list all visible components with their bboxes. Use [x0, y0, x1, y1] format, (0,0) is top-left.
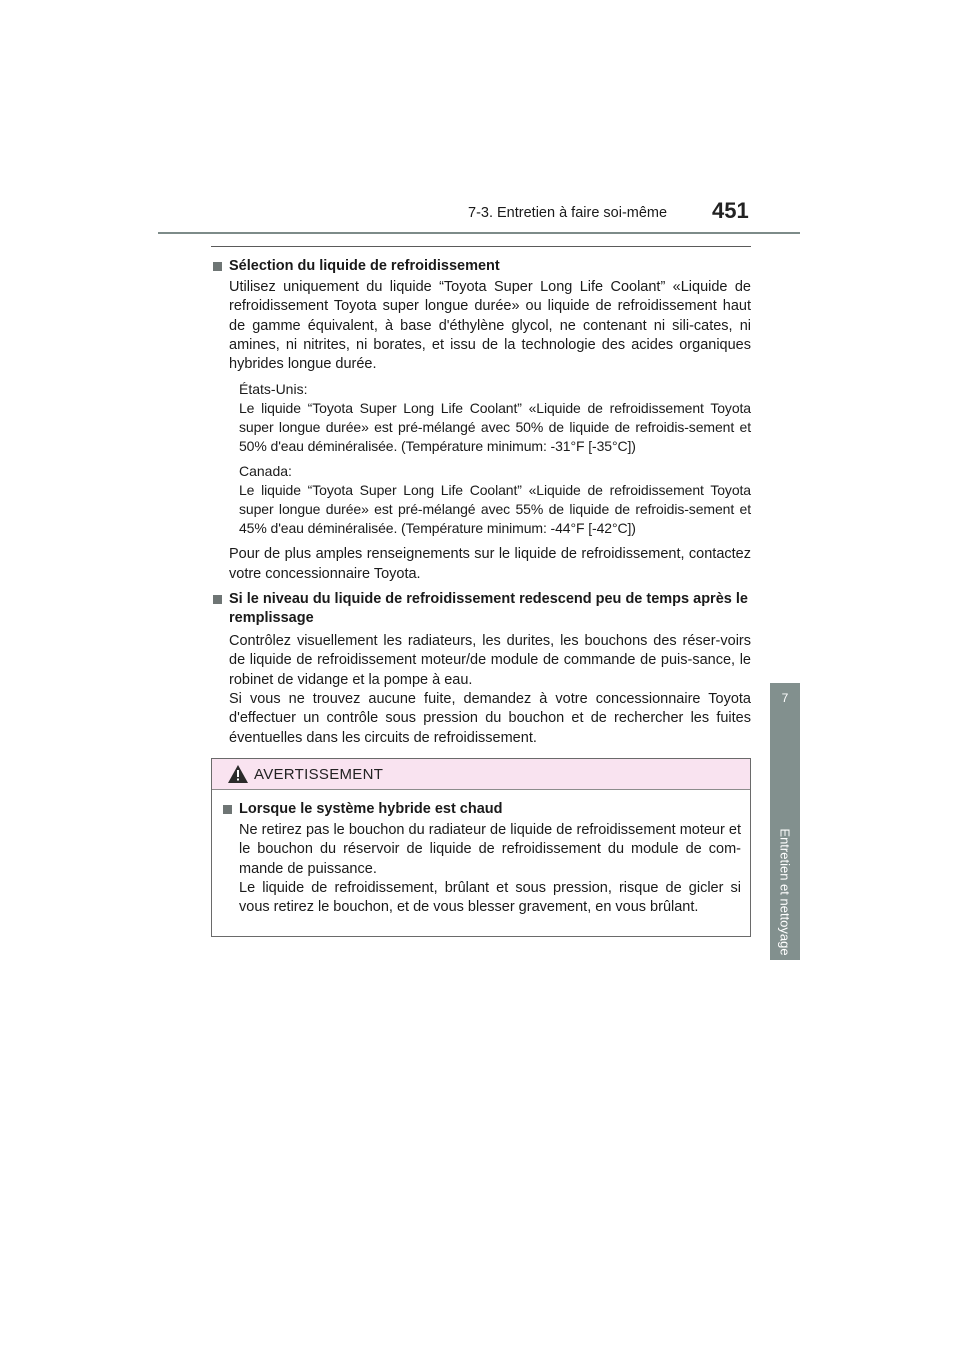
coolant-selection-outro: Pour de plus amples renseignements sur le liquide de refroidissement, contactez votre concessionnaire Toyota. — [229, 546, 751, 582]
square-bullet-icon — [213, 595, 222, 604]
chapter-label — [775, 828, 795, 956]
heading-text: Si le niveau du liquide de refroidissement redescend peu de temps après le remplissage — [229, 591, 748, 627]
heading-text: Sélection du liquide de refroidissement — [229, 258, 500, 274]
main-content — [211, 257, 751, 748]
chapter-label-text: Entretien et nettoyage — [777, 828, 793, 956]
warning-text: Ne retirez pas le bouchon du radiateur de liquide de refroidissement moteur et le bouchon du réservoir de liquide de refroidissement du module de com-mande de puissance. — [239, 822, 741, 877]
region-text: Le liquide “Toyota Super Long Life Coolant” «Liquide de refroidissement Toyota super longue durée» est pré-mélangé avec 55% de liquide de refroidis-sement et 45% d'eau déminéralisée. (Température minimum: -44°F [-42°C]) — [239, 482, 751, 537]
warning-body — [212, 790, 750, 917]
coolant-selection-heading — [211, 257, 751, 276]
region-name: États-Unis: — [239, 381, 308, 398]
warning-label: AVERTISSEMENT — [254, 765, 384, 783]
square-bullet-icon — [213, 262, 222, 271]
region-text: Le liquide “Toyota Super Long Life Coolant” «Liquide de refroidissement Toyota super longue durée» est pré-mélangé avec 50% de liquide de refroidis-sement et 50% d'eau déminéralisée. (Température minimum: -31°F [-35°C]) — [239, 400, 751, 455]
warning-header — [212, 759, 750, 790]
warning-box — [211, 758, 751, 937]
section-rule — [211, 246, 751, 247]
square-bullet-icon — [223, 805, 232, 814]
section-title: 7-3. Entretien à faire soi-même — [468, 205, 668, 221]
coolant-level-body-2: Si vous ne trouvez aucune fuite, demandez à votre concessionnaire Toyota d'effectuer un contrôle sous pression du bouchon et de rechercher les fuites éventuelles dans les circuits de refroidissement. — [229, 690, 751, 746]
coolant-level-body: Contrôlez visuellement les radiateurs, les durites, les bouchons des réser-voirs de liquide de refroidissement moteur/de module de commande de puis-sance, le robinet de vidange et la pompe à eau. — [229, 633, 751, 688]
page-number: 451 — [712, 198, 749, 223]
warning-triangle-icon — [228, 765, 248, 783]
coolant-level-heading — [211, 590, 751, 628]
region-canada — [239, 462, 751, 538]
region-usa — [239, 380, 751, 456]
hot-system-heading — [221, 800, 741, 819]
warning-text-2: Le liquide de refroidissement, brûlant et sous pression, risque de gicler si vous retirez le bouchon, et de vous blesser gravement, en vous brûlant. — [239, 879, 741, 916]
region-name: Canada: — [239, 463, 292, 480]
heading-text: Lorsque le système hybride est chaud — [239, 801, 503, 817]
header-rule — [158, 232, 800, 234]
chapter-number: 7 — [781, 691, 789, 705]
coolant-selection-intro: Utilisez uniquement du liquide “Toyota Super Long Life Coolant” «Liquide de refroidissement Toyota super longue durée» ou liquide de refroidissement haut de gamme équivalent, à base d'éthylène glycol, ne contenant ni sili-cates, ni amines, ni nitrites, ni borates, et issu de la technologie des acides organiques hybrides longue durée. — [229, 279, 751, 373]
